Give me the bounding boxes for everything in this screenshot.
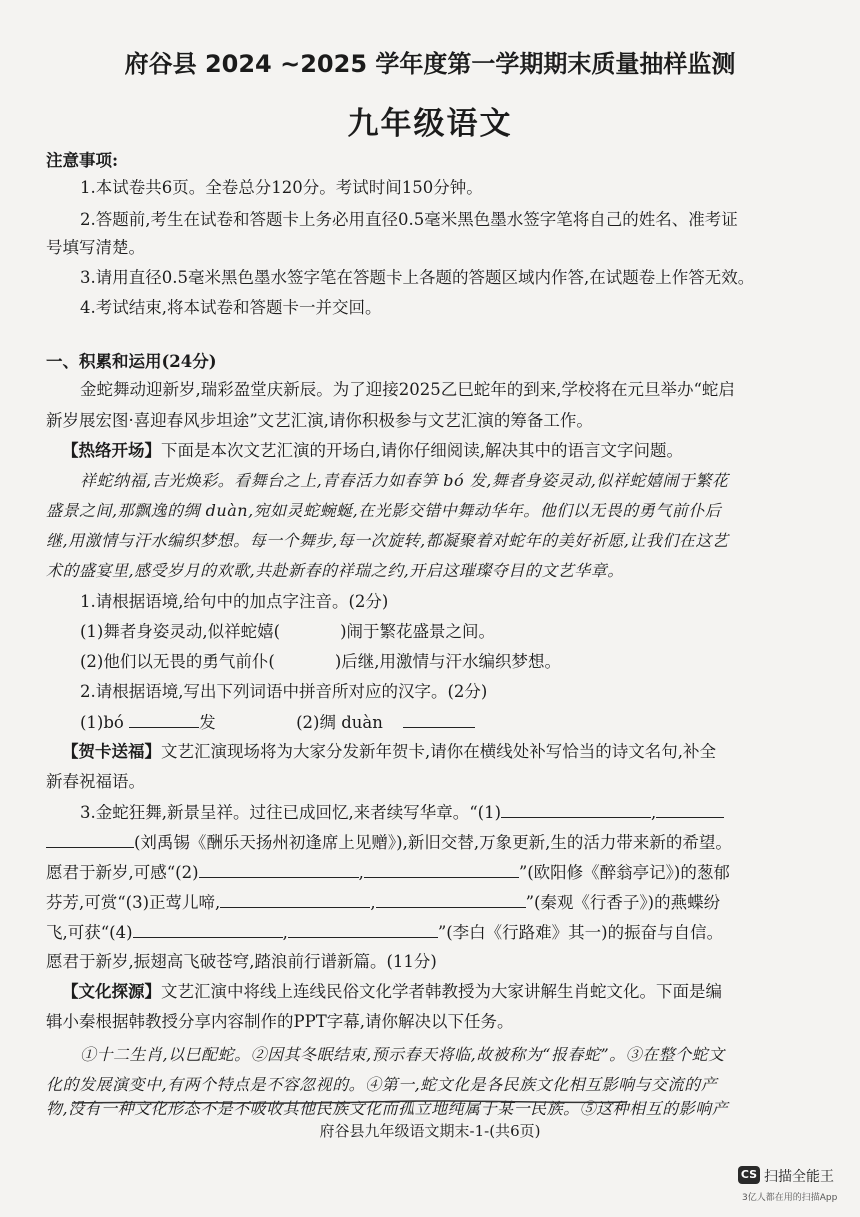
- warmup-block: [62, 440, 683, 462]
- question-3-line-3: 愿君于新岁,可感“(2) , ”(欧阳修《醉翁亭记》)的葱郁: [46, 863, 730, 882]
- culture-line-2: 辑小秦根据韩教授分享内容制作的PPT字幕,请你解决以下任务。: [46, 1012, 514, 1031]
- warmup-tag: 【热络开场】: [62, 441, 161, 460]
- passage-line-2: 盛景之间,那飘逸的绸 duàn,宛如灵蛇蜿蜒,在光影交错中舞动华年。他们以无畏的勇气前仆后: [46, 501, 722, 520]
- question-3-line-4: 芬芳,可赏“(3)正莺儿啼, , ”(秦观《行香子》)的燕蝶纷: [46, 893, 721, 912]
- scanner-logo-icon: CS: [738, 1166, 760, 1184]
- answer-blank: [364, 861, 519, 878]
- note-1: 1.本试卷共6页。全卷总分120分。考试时间150分钟。: [80, 178, 483, 197]
- answer-blank: [403, 711, 475, 728]
- card-tag: 【贺卡送福】: [62, 742, 161, 761]
- answer-blank: [199, 861, 359, 878]
- question-3-line-5: 飞,可获“(4) , ”(李白《行路难》其一)的振奋与自信。: [46, 923, 724, 942]
- note-4: 4.考试结束,将本试卷和答题卡一并交回。: [80, 298, 382, 317]
- question-1-2: (2)他们以无畏的勇气前仆( )后继,用激情与汗水编织梦想。: [80, 652, 561, 671]
- note-2b: 号填写清楚。: [46, 238, 145, 257]
- answer-blank: [46, 831, 134, 848]
- answer-blank: [376, 891, 526, 908]
- ppt-line-1: ①十二生肖,以巳配蛇。②因其冬眠结束,预示春天将临,故被称为“报春蛇”。③在整个蛇文: [80, 1045, 725, 1064]
- question-1: 1.请根据语境,给句中的加点字注音。(2分): [80, 592, 389, 611]
- ppt-line-3: 物,没有一种文化形态不是不吸收其他民族文化而孤立地纯属于某一民族。⑤这种相互的影响产: [46, 1099, 729, 1118]
- question-2-items: (1)bó 发 (2)绸 duàn: [80, 711, 475, 734]
- card-line-2: 新春祝福语。: [46, 772, 145, 791]
- intro-line-1: 金蛇舞动迎新岁,瑞彩盈堂庆新辰。为了迎接2025乙巳蛇年的到来,学校将在元旦举办“蛇启: [80, 380, 735, 399]
- question-2: 2.请根据语境,写出下列词语中拼音所对应的汉字。(2分): [80, 682, 488, 701]
- passage-line-3: 继,用激情与汗水编织梦想。每一个舞步,每一次旋转,都凝聚着对蛇年的美好祈愿,让我们在这艺: [46, 531, 729, 550]
- handwritten-underline: [70, 1098, 630, 1106]
- warmup-text: 下面是本次文艺汇演的开场白,请你仔细阅读,解决其中的语言文字问题。: [161, 441, 683, 460]
- answer-blank: [656, 801, 724, 818]
- note-2a: 2.答题前,考生在试卷和答题卡上务必用直径0.5毫米黑色墨水签字笔将自己的姓名、准考证: [80, 210, 738, 229]
- answer-blank: [501, 801, 651, 818]
- answer-blank: [129, 711, 199, 728]
- question-3-line-2: (刘禹锡《酬乐天扬州初逢席上见赠》),新旧交替,万象更新,生的活力带来新的希望。: [46, 831, 732, 854]
- exam-title: 府谷县 2024 ~2025 学年度第一学期期末质量抽样监测: [124, 50, 736, 78]
- question-3-line-6: 愿君于新岁,振翅高飞破苍穹,踏浪前行谱新篇。(11分): [46, 952, 437, 971]
- answer-blank: [288, 921, 438, 938]
- card-block: 【贺卡送福】文艺汇演现场将为大家分发新年贺卡,请你在横线处补写恰当的诗文名句,补全: [62, 742, 716, 761]
- scanner-tagline: 3亿人都在用的扫描App: [742, 1193, 838, 1203]
- intro-line-2: 新岁展宏图·喜迎春风步坦途”文艺汇演,请你积极参与文艺汇演的筹备工作。: [46, 411, 593, 430]
- question-3-line-1: 3.金蛇狂舞,新景呈祥。过往已成回忆,来者续写华章。“(1) ,: [80, 801, 724, 824]
- passage-line-4: 术的盛宴里,感受岁月的欢歌,共赴新春的祥瑞之约,开启这璀璨夺目的文艺华章。: [46, 561, 624, 580]
- scanner-app-name: 扫描全能王: [764, 1169, 834, 1185]
- page-footer: 府谷县九年级语文期末-1-(共6页): [319, 1122, 541, 1140]
- answer-blank: [133, 921, 283, 938]
- section-heading: 一、积累和运用(24分): [46, 352, 217, 371]
- culture-block: 【文化探源】文艺汇演中将线上连线民俗文化学者韩教授为大家讲解生肖蛇文化。下面是编: [62, 982, 722, 1001]
- note-3: 3.请用直径0.5毫米黑色墨水签字笔在答题卡上各题的答题区域内作答,在试题卷上作答无效。: [80, 268, 755, 287]
- question-1-1: (1)舞者身姿灵动,似祥蛇嬉( )闹于繁花盛景之间。: [80, 622, 495, 641]
- culture-tag: 【文化探源】: [62, 982, 161, 1001]
- exam-subtitle: 九年级语文: [347, 106, 513, 142]
- passage-line-1: 祥蛇纳福,吉光焕彩。看舞台之上,青春活力如春笋 bó 发,舞者身姿灵动,似祥蛇嬉闹于繁花: [80, 471, 729, 490]
- answer-blank: [220, 891, 370, 908]
- notes-heading: 注意事项:: [46, 151, 119, 170]
- ppt-line-2: 化的发展演变中,有两个特点是不容忽视的。④第一,蛇文化是各民族文化相互影响与交流的产: [46, 1075, 718, 1094]
